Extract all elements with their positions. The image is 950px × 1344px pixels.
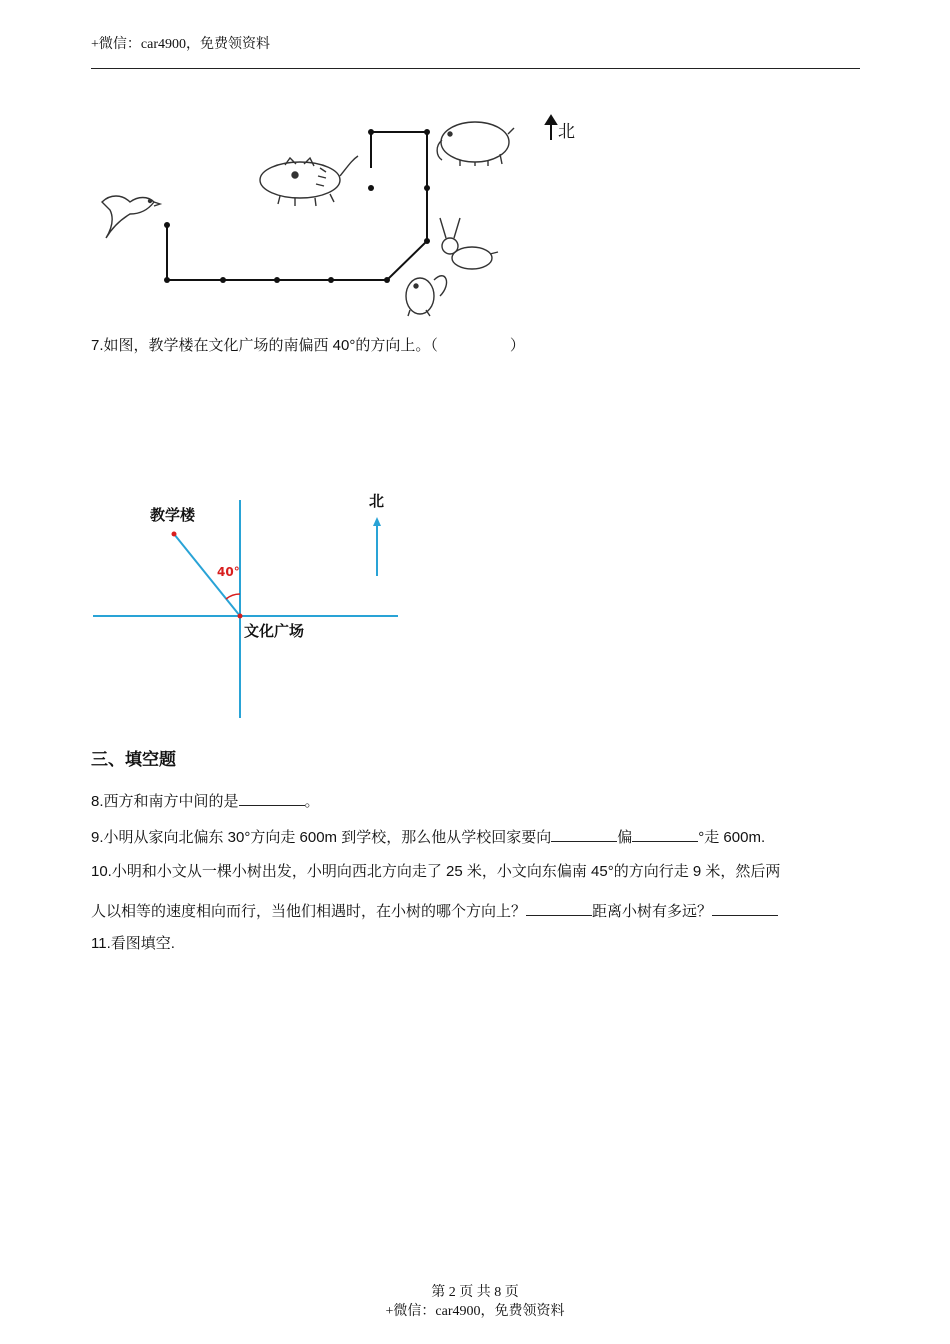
building-label: 教学楼 [150, 506, 196, 524]
bird-icon [102, 196, 160, 238]
plaza-point [238, 614, 243, 619]
route-map-figure [90, 110, 590, 330]
question-9-middle: 偏 [617, 829, 633, 846]
question-8-text: 8.西方和南方中间的是 [91, 793, 239, 810]
question-7-close: ） [509, 337, 525, 354]
angle-label: 40° [217, 565, 240, 579]
question-9-end: °走 600m. [698, 829, 766, 846]
question-9 [91, 825, 765, 849]
answer-blank-angle[interactable] [632, 825, 698, 842]
question-7 [91, 335, 525, 357]
question-10-line-1: 10.小明和小文从一棵小树出发，小明向西北方向走了 25 米，小文向东偏南 45°的方向行走 9 米，然后两 [91, 863, 781, 880]
answer-blank-direction[interactable] [526, 899, 592, 916]
footer-page-number: 第 2 页 共 8 页 [431, 1285, 519, 1300]
route-north-arrow [546, 116, 556, 140]
building-point [172, 532, 177, 537]
route-points [164, 129, 430, 283]
compass-north-arrow-head [373, 517, 381, 526]
answer-blank-direction[interactable] [551, 825, 617, 842]
question-7-text: 7.如图，教学楼在文化广场的南偏西 40°的方向上。（ [91, 337, 438, 354]
question-11: 11.看图填空. [91, 935, 175, 952]
section-title: 三、填空题 [91, 750, 176, 769]
compass-figure [90, 480, 410, 725]
answer-blank[interactable] [239, 789, 305, 806]
route-north-label: 北 [558, 122, 575, 142]
rabbit-icon [440, 218, 498, 269]
header-divider [91, 68, 860, 69]
question-9-text: 9.小明从家向北偏东 30°方向走 600m 到学校，那么他从学校回家要向 [91, 829, 552, 846]
compass-north-label: 北 [369, 492, 385, 510]
squirrel-icon [406, 276, 447, 316]
angle-arc [226, 594, 240, 599]
elephant-icon [437, 122, 514, 166]
tiger-icon [260, 156, 358, 206]
answer-blank-distance[interactable] [712, 899, 778, 916]
question-10-text-b: 距离小树有多远？ [592, 903, 713, 920]
question-10-line-2 [91, 899, 778, 923]
footer-note: +微信：car4900，免费领资料 [385, 1304, 565, 1319]
plaza-label: 文化广场 [244, 622, 305, 640]
route-path [167, 132, 427, 280]
question-10-text-a: 人以相等的速度相向而行，当他们相遇时，在小树的哪个方向上？ [91, 903, 527, 920]
question-8 [91, 789, 320, 813]
question-8-end: 。 [304, 793, 320, 810]
header-note: +微信：car4900，免费领资料 [91, 37, 270, 52]
